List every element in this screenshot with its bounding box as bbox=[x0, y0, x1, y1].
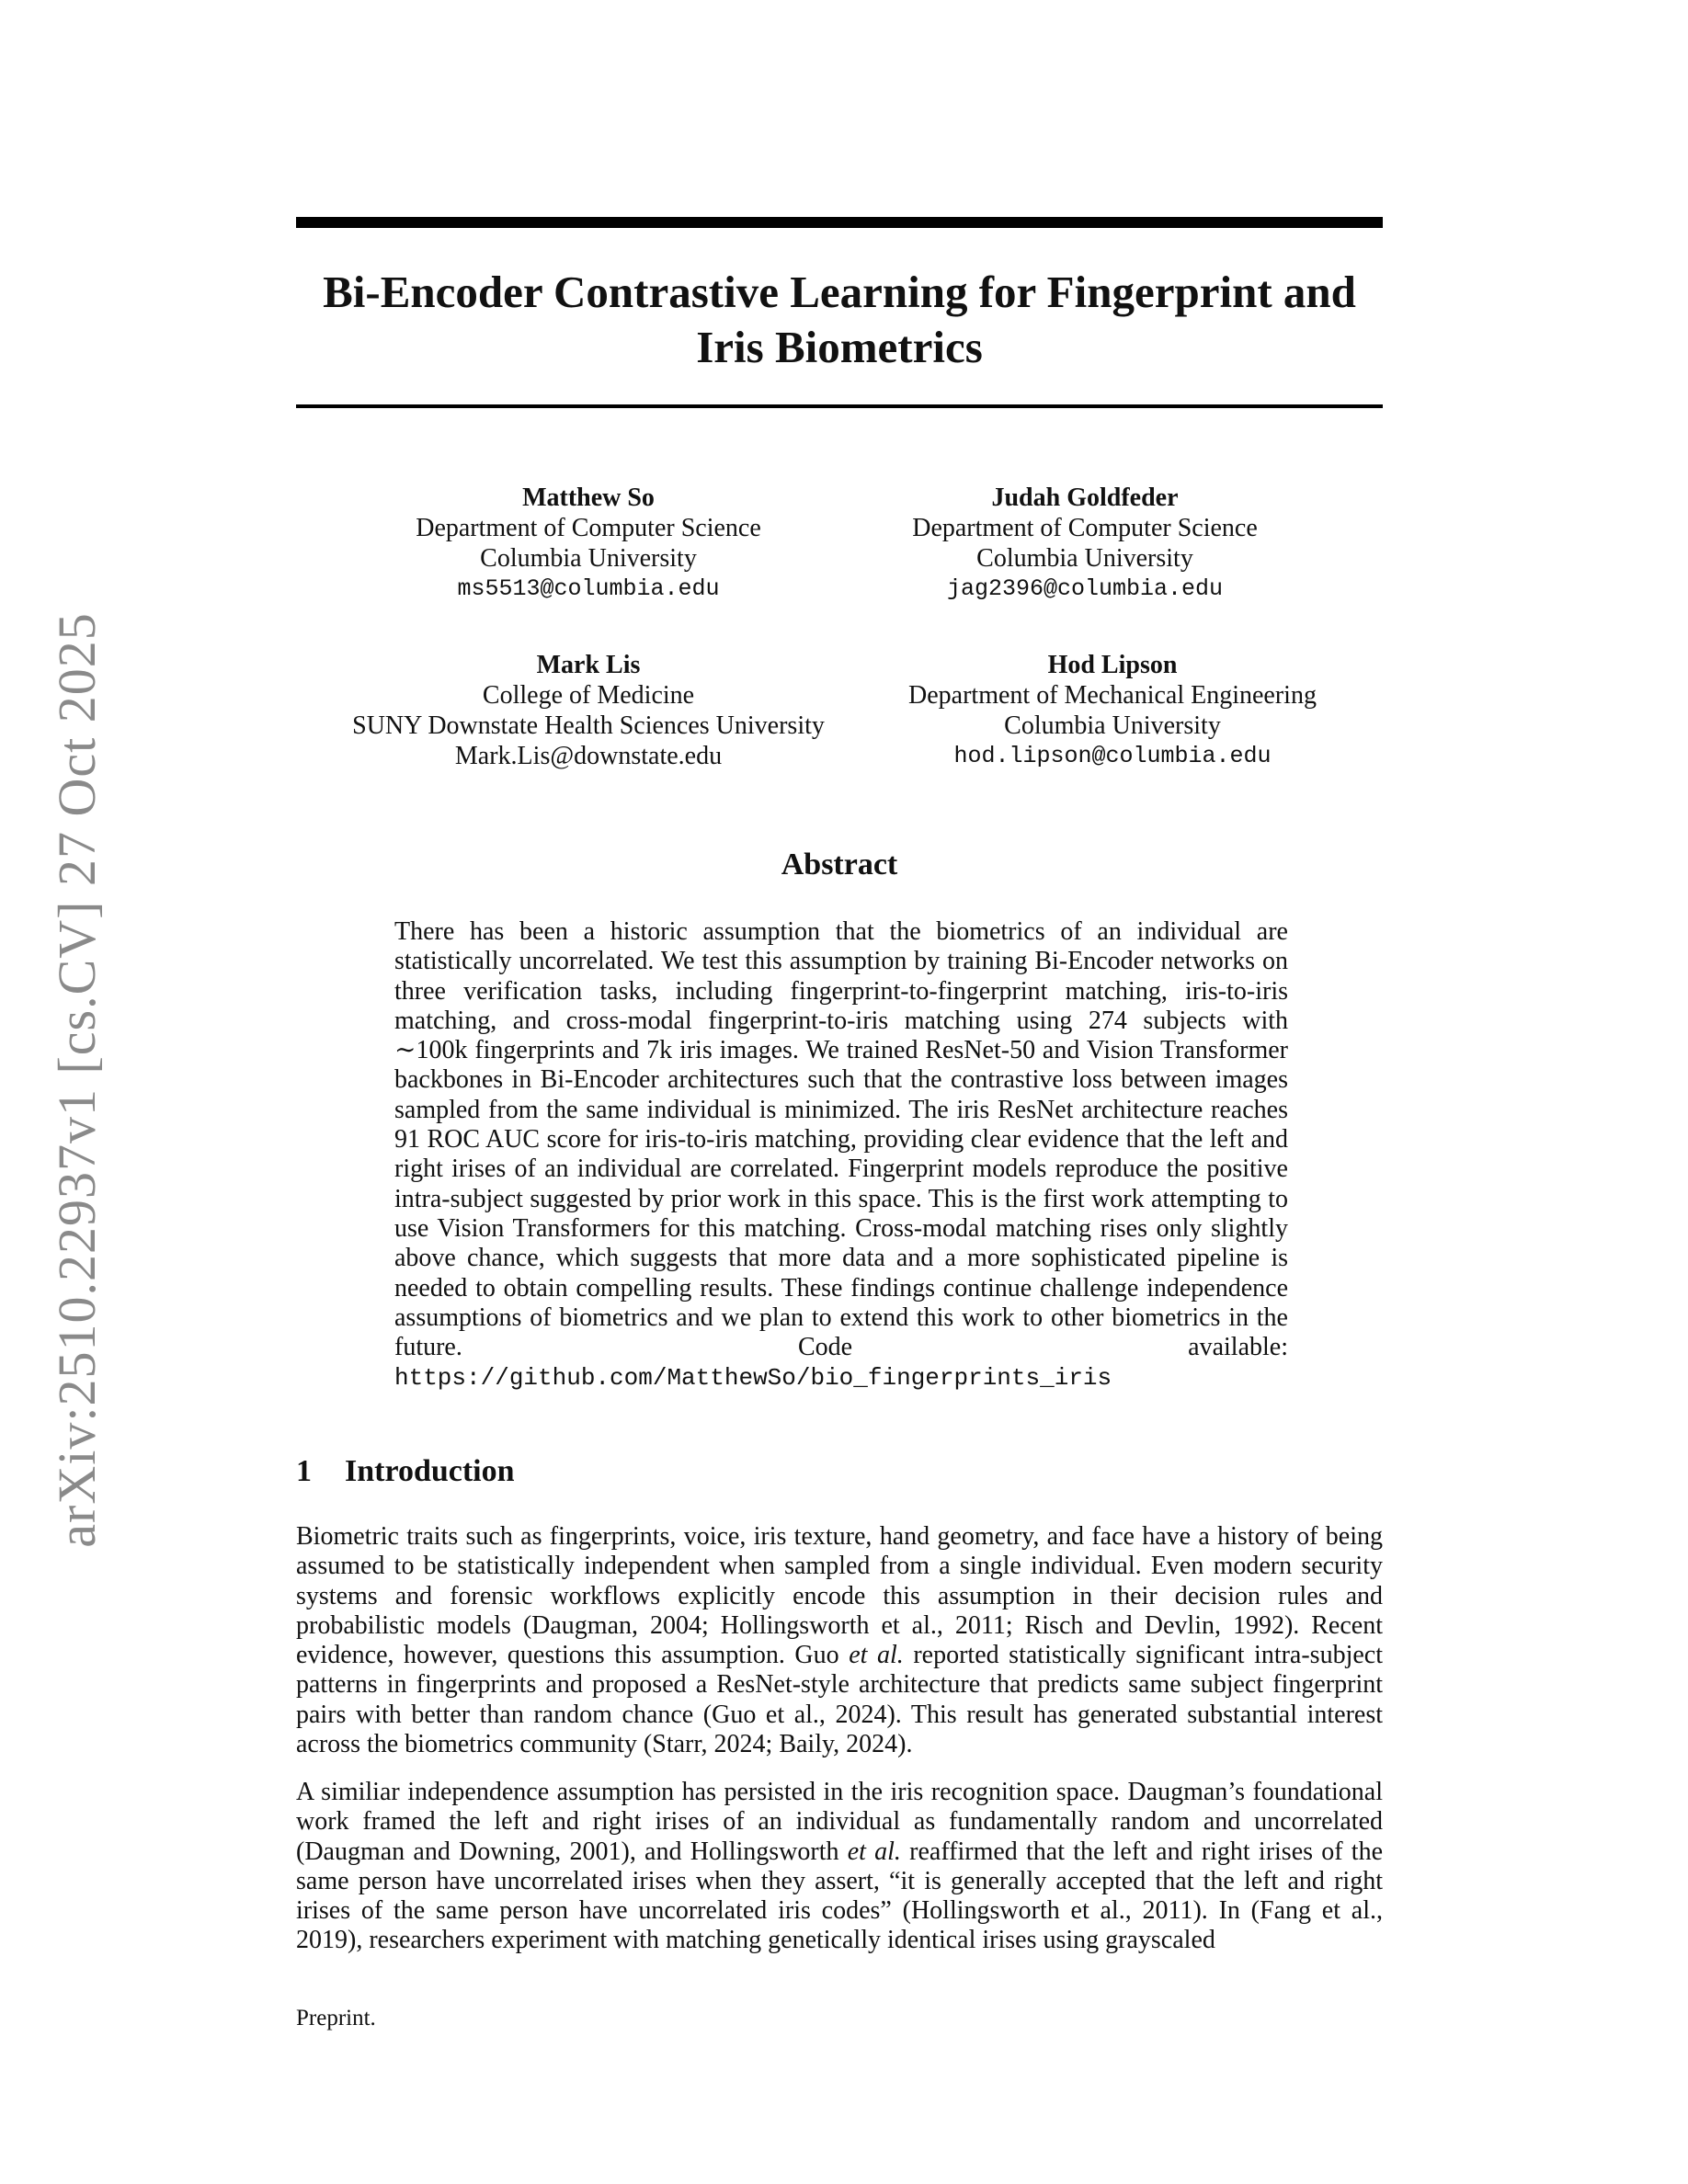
title-bottom-rule bbox=[296, 404, 1383, 408]
paragraph-text: reported statistically significant intra-subject patterns in fingerprints and proposed a ResNet-style architecture that predicts same subject fingerprint pairs with better than random chance (Guo et al., 2024). This result has generated substantial interest across the biometrics community (Starr, 2024; Baily, 2024). bbox=[296, 1641, 1383, 1759]
arxiv-identifier-stamp: arXiv:2510.22937v1 [cs.CV] 27 Oct 2025 bbox=[47, 612, 107, 1548]
footer-preprint-label: Preprint. bbox=[296, 2006, 376, 2030]
author-department: Department of Computer Science bbox=[912, 514, 1258, 542]
paper-title: Bi-Encoder Contrastive Learning for Fingerprint and Iris Biometrics bbox=[323, 267, 1356, 372]
introduction-paragraph-1 bbox=[296, 1522, 1383, 1759]
author-block bbox=[359, 483, 818, 604]
paragraph-text: reaffirmed that the left and right irises of the same person have uncorrelated irises when they assert, “it is generally accepted that the left and right irises of the same person have uncorrelated iris codes” (Hollingsworth et al., 2011). In (Fang et al., 2019), researchers experiment with matching genetically identical irises using grayscaled bbox=[296, 1837, 1383, 1955]
author-block bbox=[855, 650, 1370, 771]
author-email[interactable]: hod.lipson@columbia.edu bbox=[953, 743, 1272, 769]
author-email[interactable]: jag2396@columbia.edu bbox=[946, 575, 1224, 602]
author-name: Mark Lis bbox=[536, 651, 641, 679]
author-name: Matthew So bbox=[522, 483, 655, 512]
abstract-heading: Abstract bbox=[781, 847, 898, 882]
author-email[interactable]: Mark.Lis@downstate.edu bbox=[454, 742, 723, 770]
paragraph-text: Biometric traits such as fingerprints, voice, iris texture, hand geometry, and face have a history of being assumed to be statistically independent when sampled from a single individual. Even modern security systems and forensic workflows explicitly encode this assumption in their decision rules and probabilistic models (Daugman, 2004; Hollingsworth et al., 2011; Risch and Devlin, 1992). Recent evidence, however, questions this assumption. Guo bbox=[296, 1522, 1383, 1670]
introduction-paragraph-2 bbox=[296, 1778, 1383, 1956]
author-department: Department of Computer Science bbox=[416, 514, 761, 542]
author-affiliation: Columbia University bbox=[976, 544, 1193, 573]
author-block bbox=[855, 483, 1315, 604]
author-affiliation: Columbia University bbox=[1004, 711, 1221, 740]
paragraph-emphasis: et al. bbox=[847, 1837, 901, 1866]
author-email[interactable]: ms5513@columbia.edu bbox=[457, 575, 720, 602]
code-url-link[interactable]: https://github.com/MatthewSo/bio_fingerprints_iris bbox=[394, 1364, 1112, 1393]
author-department: Department of Mechanical Engineering bbox=[908, 681, 1317, 710]
abstract-body bbox=[394, 917, 1288, 1393]
author-block bbox=[313, 650, 864, 771]
abstract-text: There has been a historic assumption that the biometrics of an individual are statistically uncorrelated. We test this assumption by training Bi-Encoder networks on three verification tasks, including fingerprint-to-fingerprint matching, iris-to-iris matching, and cross-modal fingerprint-to-iris matching using 274 subjects with ∼100k fingerprints and 7k iris images. We trained ResNet-50 and Vision Transformer backbones in Bi-Encoder architectures such that the contrastive loss between images sampled from the same individual is minimized. The iris ResNet architecture reaches 91 ROC AUC score for iris-to-iris matching, providing clear evidence that the left and right irises of an individual are correlated. Fingerprint models reproduce the positive intra-subject suggested by prior work in this space. This is the first work attempting to use Vision Transformers for this matching. Cross-modal matching rises only slightly above chance, which suggests that more data and a more sophisticated pipeline is needed to obtain compelling results. These findings continue challenge independence assumptions of biometrics and we plan to extend this work to other biometrics in the future. Code available: bbox=[394, 917, 1288, 1362]
paragraph-text: A similiar independence assumption has persisted in the iris recognition space. Daugman’s foundational work framed the left and right irises of an individual as fundamentally random and uncorrelated (Daugman and Downing, 2001), and Hollingsworth bbox=[296, 1778, 1383, 1866]
author-name: Hod Lipson bbox=[1047, 651, 1178, 679]
section-heading-introduction bbox=[296, 1454, 515, 1489]
author-affiliation: SUNY Downstate Health Sciences University bbox=[352, 711, 825, 740]
author-department: College of Medicine bbox=[482, 681, 695, 710]
author-affiliation: Columbia University bbox=[480, 544, 697, 573]
paragraph-emphasis: et al. bbox=[849, 1641, 904, 1670]
section-number: 1 bbox=[296, 1454, 312, 1488]
title-top-rule bbox=[296, 217, 1383, 228]
section-title: Introduction bbox=[345, 1454, 515, 1488]
author-name: Judah Goldfeder bbox=[991, 483, 1179, 512]
